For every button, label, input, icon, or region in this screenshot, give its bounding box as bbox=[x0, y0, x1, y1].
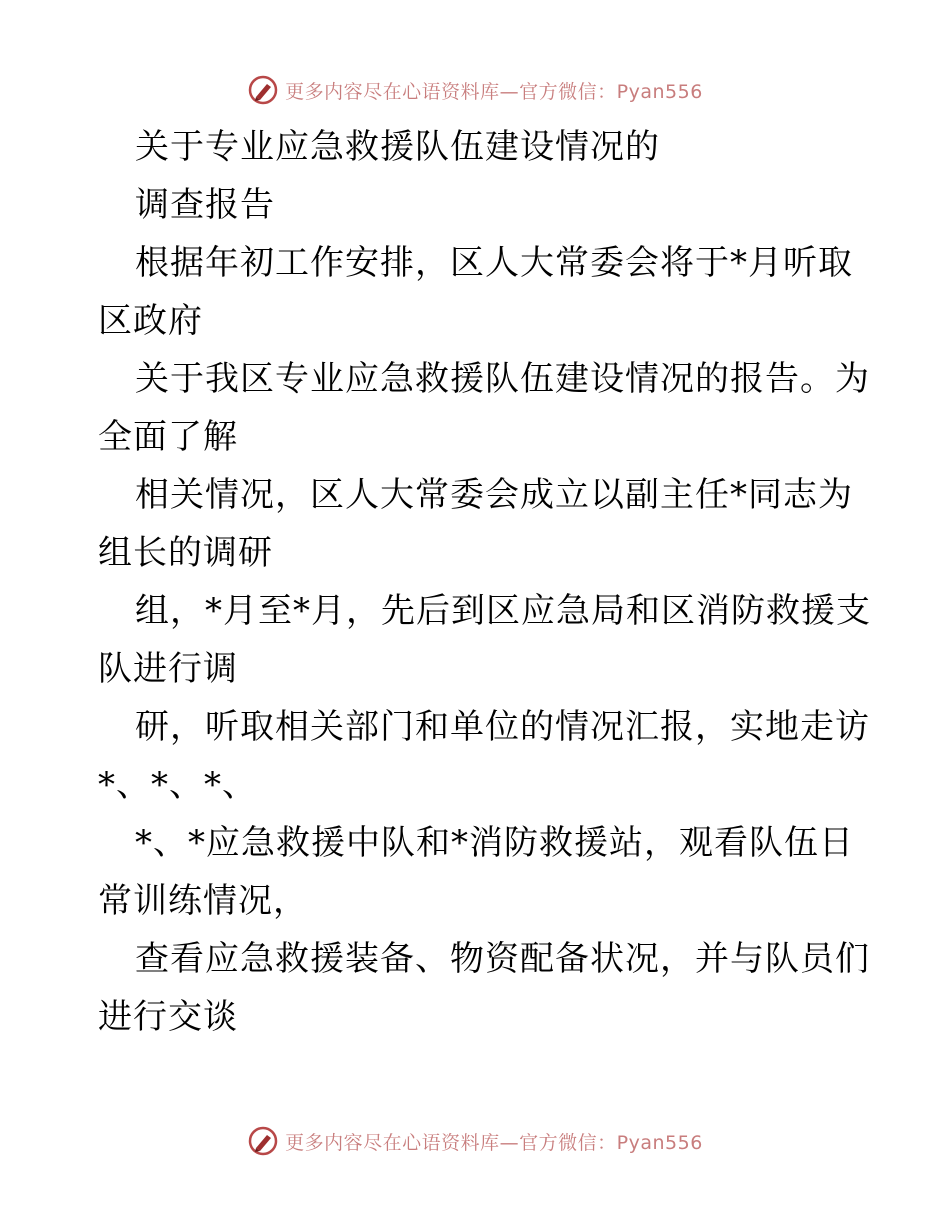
paragraph-line: 组长的调研 bbox=[98, 533, 273, 573]
pen-logo-icon bbox=[247, 74, 279, 106]
header-watermark bbox=[0, 70, 950, 110]
paragraph-line: 相关情况，区人大常委会成立以副主任*同志为 bbox=[135, 475, 853, 515]
watermark-text: 更多内容尽在心语资料库—官方微信：Pyan556 bbox=[285, 80, 703, 103]
paragraph-line: 区政府 bbox=[98, 301, 203, 341]
paragraph-line: 队进行调 bbox=[98, 649, 238, 689]
title-line-1: 关于专业应急救援队伍建设情况的 bbox=[135, 127, 660, 167]
title-line-2: 调查报告 bbox=[135, 185, 275, 225]
paragraph-line: 常训练情况， bbox=[98, 881, 308, 921]
paragraph-line: 进行交谈 bbox=[98, 997, 238, 1037]
paragraph-line: 关于我区专业应急救援队伍建设情况的报告。为 bbox=[135, 359, 870, 399]
paragraph-line: 组，*月至*月，先后到区应急局和区消防救援支 bbox=[135, 591, 871, 631]
paragraph-line: 查看应急救援装备、物资配备状况，并与队员们 bbox=[135, 939, 870, 979]
paragraph-line: *、*应急救援中队和*消防救援站，观看队伍日 bbox=[135, 823, 854, 863]
paragraph-line: 全面了解 bbox=[98, 417, 238, 457]
watermark-text: 更多内容尽在心语资料库—官方微信：Pyan556 bbox=[285, 1131, 703, 1154]
paragraph-line: *、*、*、 bbox=[98, 765, 257, 805]
document-body bbox=[98, 118, 871, 1046]
footer-watermark bbox=[0, 1121, 950, 1161]
paragraph-line: 研，听取相关部门和单位的情况汇报，实地走访 bbox=[135, 707, 870, 747]
pen-logo-icon bbox=[247, 1125, 279, 1157]
paragraph-line: 根据年初工作安排，区人大常委会将于*月听取 bbox=[135, 243, 853, 283]
